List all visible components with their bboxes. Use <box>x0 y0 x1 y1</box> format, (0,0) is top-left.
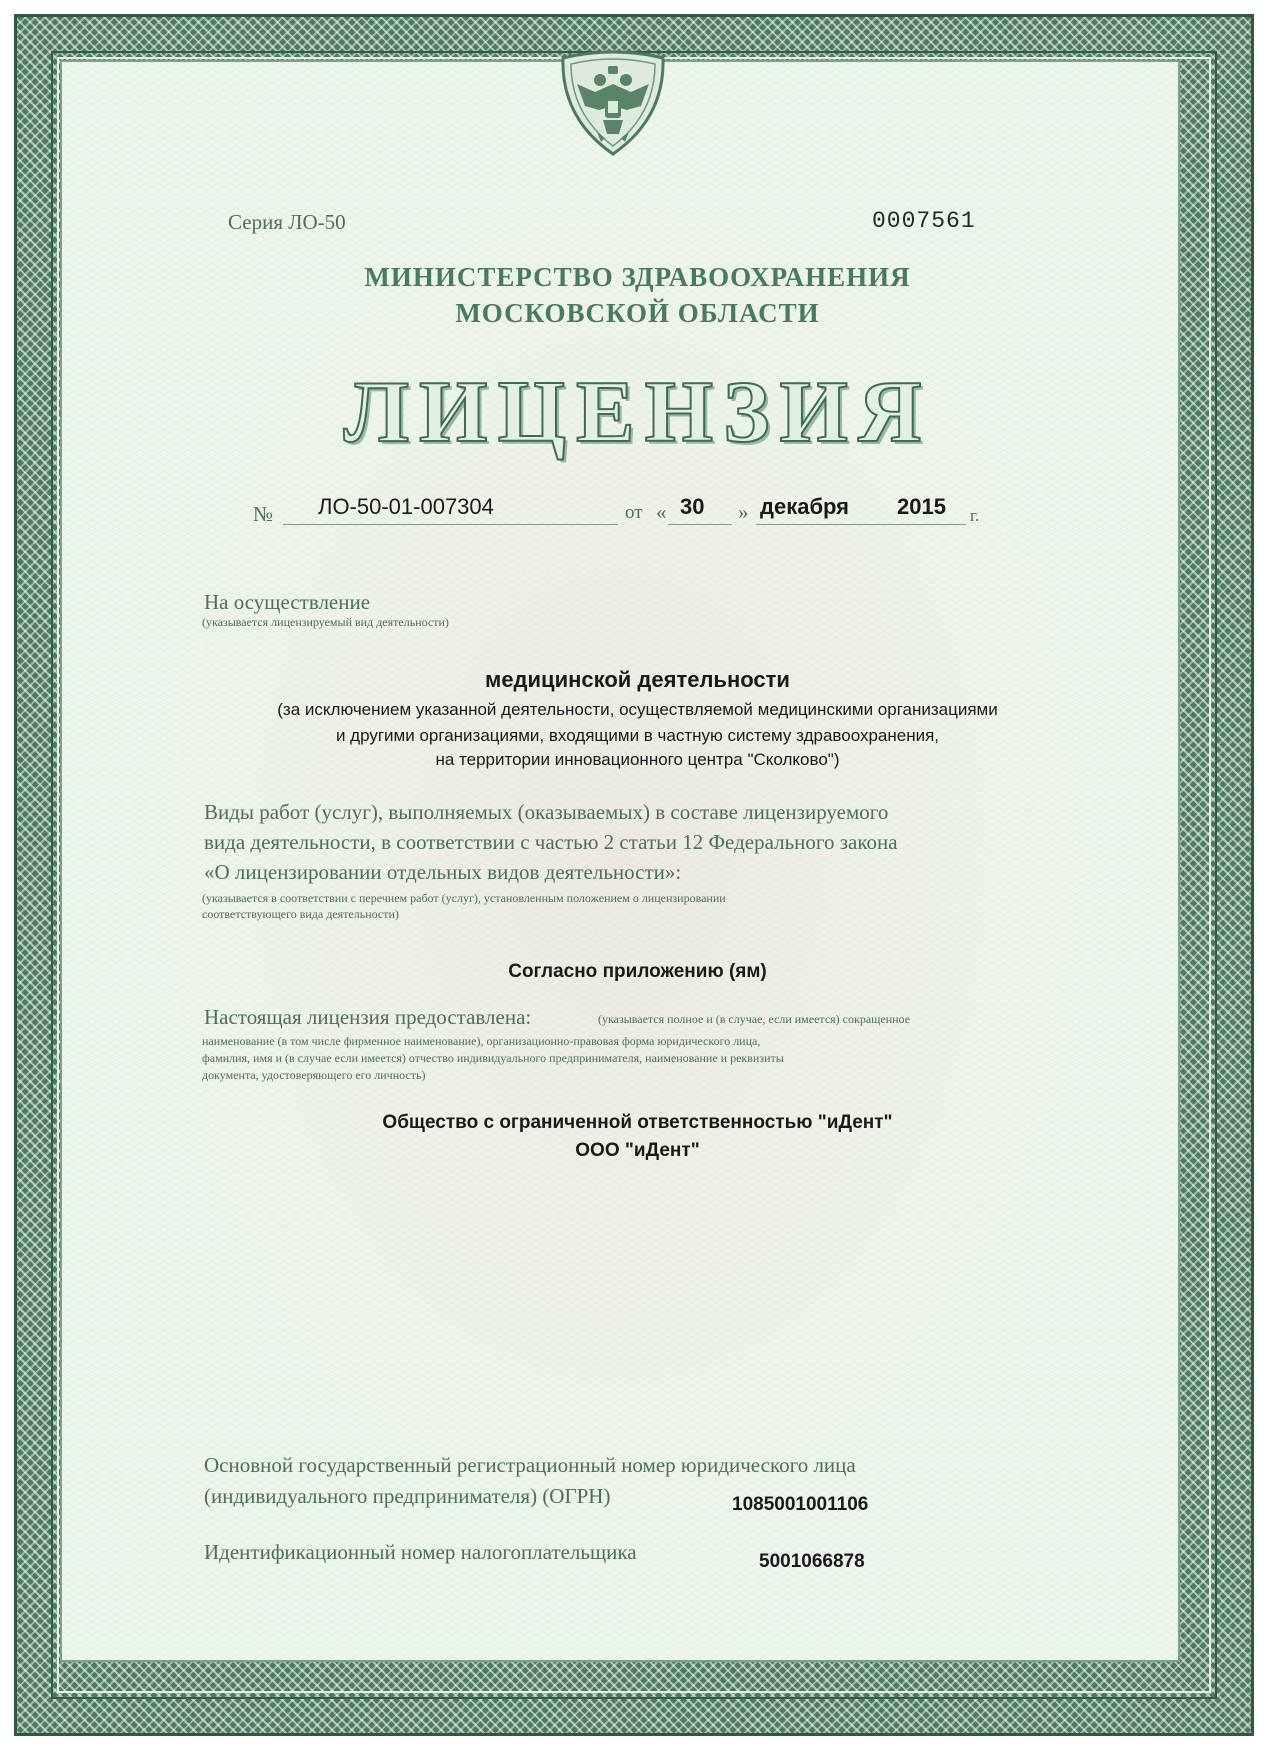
license-number: ЛО-50-01-007304 <box>318 494 494 519</box>
activity-subtitle-line3: на территории инновационного центра "Сколково") <box>435 750 840 769</box>
date-quote-open: « <box>656 500 667 524</box>
licensee-note-line4: документа, удостоверяющего его личность) <box>202 1068 426 1082</box>
licensee-note-line1: (указывается полное и (в случае, если имеется) сокращенное <box>598 1012 911 1026</box>
ministry-name-line2: МОСКОВСКОЙ ОБЛАСТИ <box>455 298 820 328</box>
license-day: 30 <box>680 494 705 519</box>
number-sign: № <box>253 502 274 526</box>
ogrn-value: 1085001001106 <box>732 1494 869 1515</box>
day-underline <box>668 524 732 525</box>
licensee-label: Настоящая лицензия предоставлена: <box>204 1005 532 1029</box>
inn-label: Идентификационный номер налогоплательщика <box>204 1540 637 1564</box>
license-year: 2015 <box>897 494 946 519</box>
coat-of-arms-emblem-icon <box>553 48 673 158</box>
number-underline <box>283 524 618 525</box>
work-types-value: Согласно приложению (ям) <box>508 961 767 982</box>
activity-subtitle-line2: и другими организациями, входящими в частную систему здравоохранения, <box>335 726 940 745</box>
date-quote-close: » <box>738 500 749 524</box>
work-types-note-line1: (указывается в соответствии с перечнем работ (услуг), установленным положением о лицензировании <box>202 891 726 905</box>
work-types-line1: Виды работ (услуг), выполняемых (оказываемых) в составе лицензируемого <box>204 800 889 824</box>
form-number: 0007561 <box>872 208 976 234</box>
ogrn-label-line2: (индивидуального предпринимателя) (ОГРН) <box>204 1484 611 1508</box>
ministry-name-line1: МИНИСТЕРСТВО ЗДРАВООХРАНЕНИЯ <box>364 262 911 292</box>
series-label: Серия ЛО-50 <box>228 210 346 234</box>
activity-title: медицинской деятельности <box>485 667 790 692</box>
inn-value: 5001066878 <box>759 1551 865 1572</box>
license-month: декабря <box>760 494 850 519</box>
activity-label: На осуществление <box>204 590 371 614</box>
licensee-note-line3: фамилия, имя и (в случае если имеется) отчество индивидуального предпринимателя, наименование и реквизиты <box>202 1051 784 1065</box>
activity-note: (указывается лицензируемый вид деятельности) <box>202 615 449 629</box>
ogrn-label-line1: Основной государственный регистрационный номер юридического лица <box>204 1453 856 1477</box>
document-title: ЛИЦЕНЗИЯ <box>343 364 932 461</box>
year-suffix: г. <box>970 506 980 525</box>
work-types-note-line2: соответствующего вида деятельности) <box>202 907 399 921</box>
work-types-line3: «О лицензировании отдельных видов деятельности»: <box>204 860 682 884</box>
month-year-underline <box>756 524 966 525</box>
licensee-short-name: ООО "иДент" <box>575 1140 700 1161</box>
work-types-line2: вида деятельности, в соответствии с частью 2 статьи 12 Федерального закона <box>204 830 898 854</box>
activity-subtitle-line1: (за исключением указанной деятельности, осуществляемой медицинскими организациями <box>277 700 998 719</box>
date-prefix: от <box>625 502 643 523</box>
licensee-note-line2: наименование (в том числе фирменное наименование), организационно-правовая форма юридического лица, <box>202 1034 761 1048</box>
licensee-full-name: Общество с ограниченной ответственностью "иДент" <box>382 1112 893 1133</box>
